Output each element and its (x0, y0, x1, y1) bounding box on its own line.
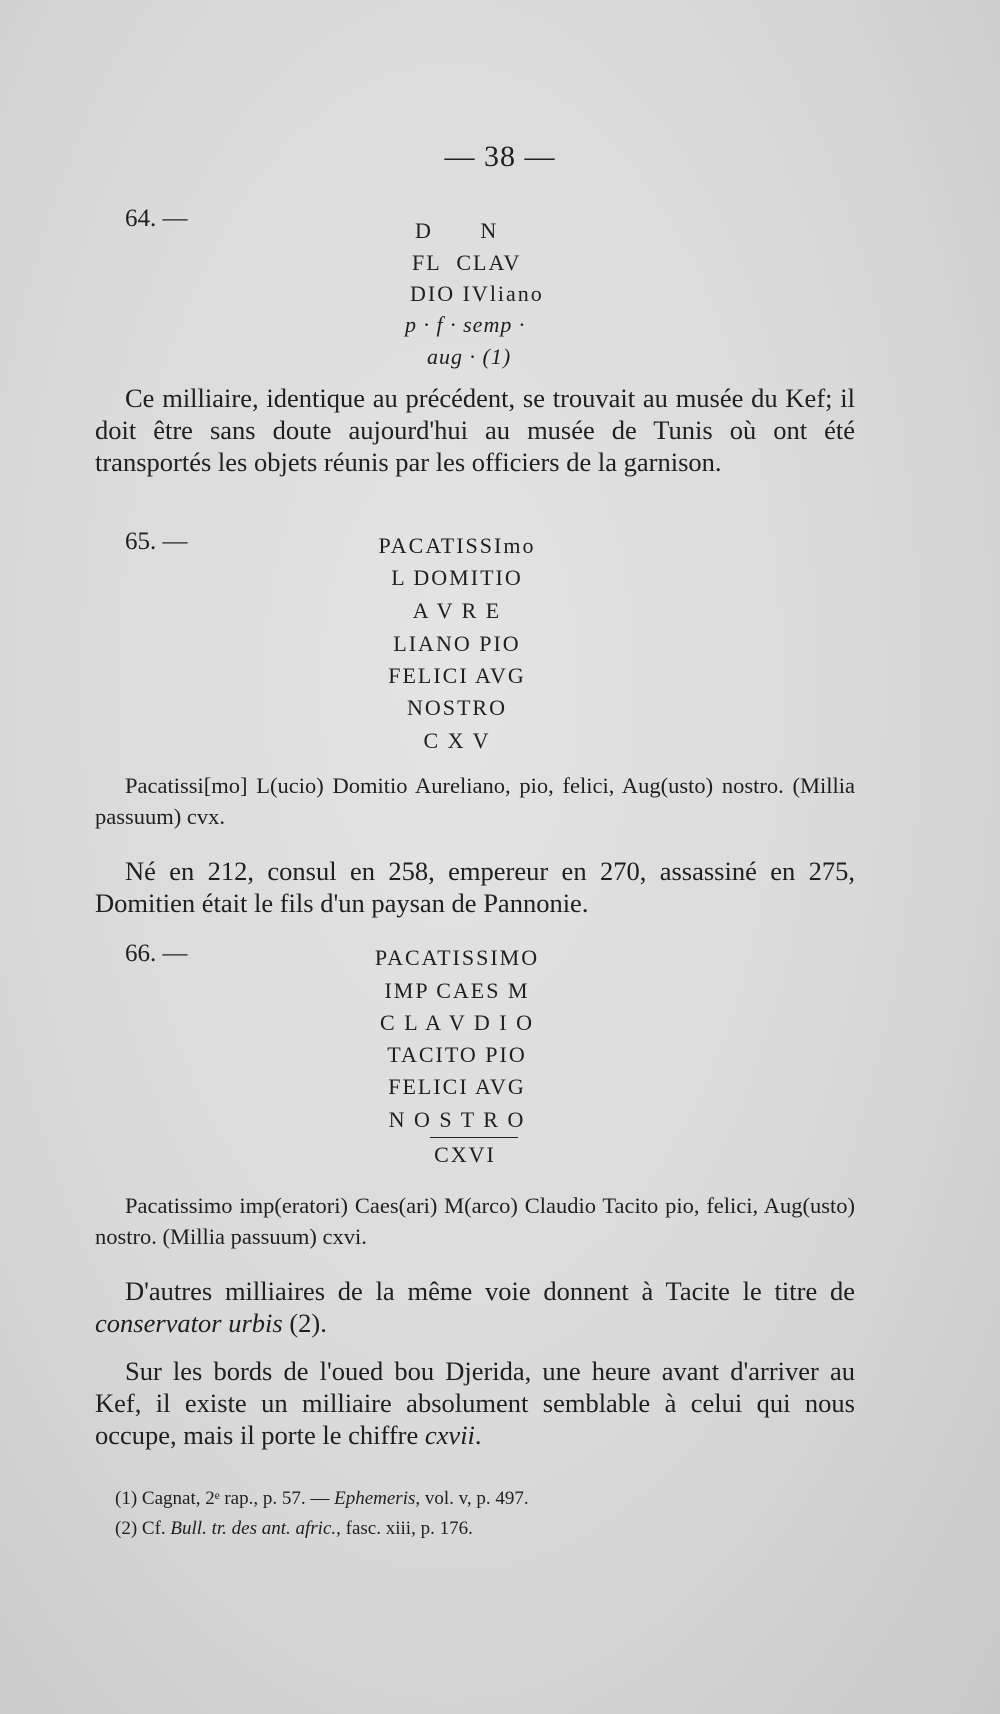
paragraph-65: Né en 212, consul en 258, empereur en 270, assassiné en 275, Domitien était le fils d'un paysan de Pannonie. (95, 856, 855, 918)
entry-65-number: 65. — (125, 528, 188, 555)
page-number: — 38 — (444, 140, 556, 173)
inscription-line: FL CLAV (412, 250, 522, 275)
footnote-2: (2) Cf. Bull. tr. des ant. afric., fasc. xiii, p. 176. (115, 1518, 473, 1539)
inscription-line: N O S T R O (388, 1107, 526, 1132)
inscription-line: NOSTRO (406, 695, 507, 720)
entry-64-number: 64. — (125, 205, 188, 232)
inscription-line: FELICI AVG (388, 663, 526, 688)
inscription-line: C L A V D I O (380, 1010, 534, 1035)
inscription-line: aug · (1) (427, 344, 512, 369)
inscription-line: D N (415, 218, 499, 243)
inscription-line: p · f · semp · (405, 312, 526, 337)
inscription-line: PACATISSImo (378, 533, 536, 558)
inscription-line: C X V (423, 728, 491, 753)
inscription-line: TACITO PIO (387, 1042, 527, 1067)
paragraph-64: Ce milliaire, identique au précédent, se trouvait au musée du Kef; il doit être sans doute aujourd'hui au musée de Tunis où ont été transportés les objets réunis par les officiers de la garnison. (95, 383, 855, 477)
inscription-line: CXVI (434, 1142, 496, 1167)
inscription-line: FELICI AVG (388, 1074, 526, 1099)
inscription-line: PACATISSIMO (374, 945, 540, 970)
inscription-line: DIO IVliano (410, 281, 544, 306)
inscription-line: L DOMITIO (391, 565, 523, 590)
inscription-rule (430, 1137, 518, 1138)
paragraph-66-b: Sur les bords de l'oued bou Djerida, une heure avant d'arriver au Kef, il existe un milliaire absolument semblable à celui qui nous occupe, mais il porte le chiffre cxvii. (95, 1356, 855, 1450)
entry-66-number: 66. — (125, 940, 188, 967)
inscription-line: LIANO PIO (393, 631, 521, 656)
transcription-66: Pacatissimo imp(eratori) Caes(ari) M(arco) Claudio Tacito pio, felici, Aug(usto) nostro. (Millia passuum) cxvi. (95, 1193, 855, 1249)
inscription-line: IMP CAES M (384, 978, 530, 1003)
footnote-1: (1) Cagnat, 2ᵉ rap., p. 57. — Ephemeris, vol. v, p. 497. (115, 1488, 529, 1509)
inscription-line: A V R E (412, 598, 502, 623)
paragraph-66-a: D'autres milliaires de la même voie donnent à Tacite le titre de conservator urbis (2). (95, 1276, 855, 1338)
transcription-65: Pacatissi[mo] L(ucio) Domitio Aureliano, pio, felici, Aug(usto) nostro. (Millia passuum) cvx. (95, 773, 855, 829)
